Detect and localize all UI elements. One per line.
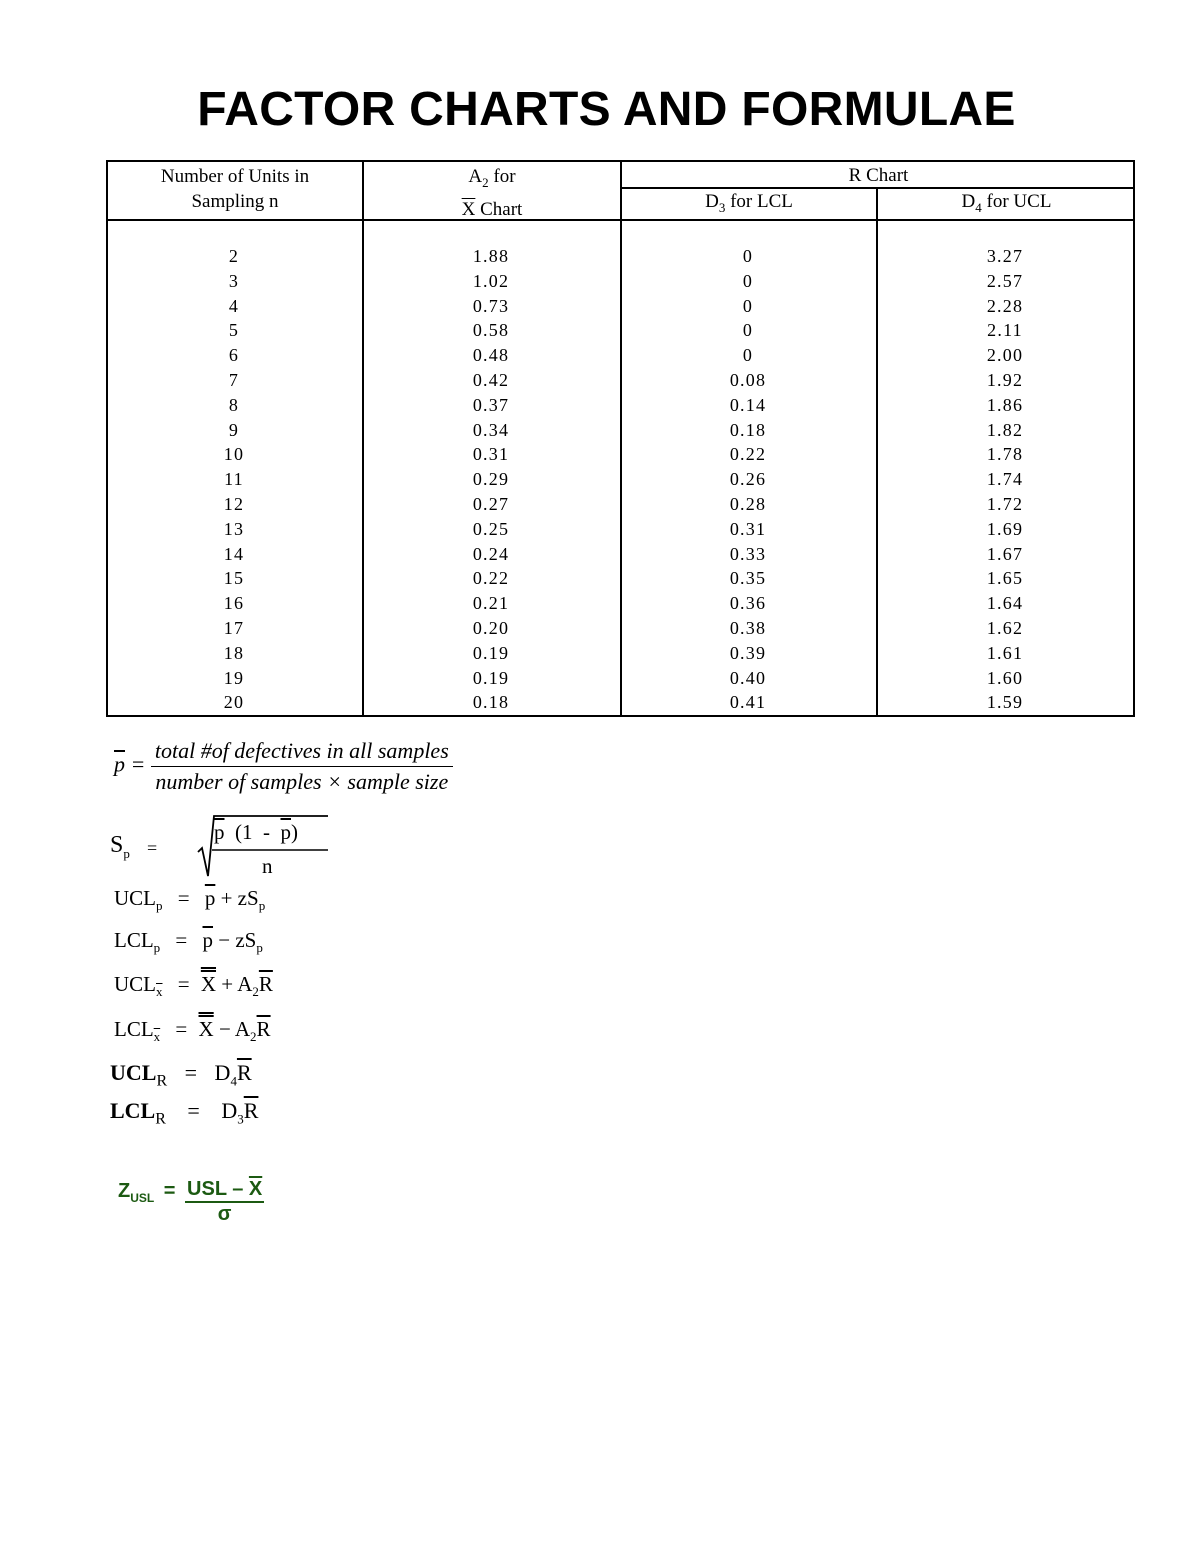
cell-a2: 0.37 — [472, 394, 510, 415]
cell-a2: 0.25 — [472, 518, 510, 539]
cell-d3: 0.36 — [729, 593, 767, 614]
header-sample-size-line2: Sampling n — [191, 191, 279, 212]
cell-n: 11 — [224, 469, 244, 490]
cell-a2: 0.73 — [472, 295, 510, 316]
uclp-p: $\overline{p}$ — [204, 886, 216, 910]
lclx-eq: = — [175, 1017, 188, 1041]
cell-n: 10 — [223, 444, 245, 465]
cell-a2: 0.19 — [472, 642, 510, 663]
zusl-xbar: $\overline{X}$ — [248, 1178, 263, 1200]
cell-d4: 1.65 — [986, 568, 1024, 589]
lclx-lhs: LCL — [114, 1017, 154, 1041]
header-sample-size-line1: Number of Units in — [160, 166, 310, 187]
uclp-op: + zS — [220, 886, 259, 910]
uclx-a-sub: 2 — [252, 984, 259, 1000]
cell-d3: 0.08 — [729, 369, 767, 390]
lclp-sub: p — [153, 940, 161, 956]
lclx-xbarbar: X — [198, 1017, 214, 1041]
cell-a2: 0.24 — [472, 543, 510, 564]
page-title: FACTOR CHARTS AND FORMULAE — [197, 83, 1016, 136]
uclr-sub: R — [156, 1072, 168, 1090]
cell-a2: 0.22 — [472, 568, 510, 589]
cell-d3: 0 — [742, 320, 754, 341]
formula-z-usl — [118, 1180, 264, 1226]
formula-sp-lhs — [110, 832, 130, 862]
lclr-d: D — [221, 1098, 238, 1123]
uclx-op: + A — [221, 972, 253, 996]
cell-d3: 0.41 — [729, 692, 767, 713]
lclr-lhs: LCL — [110, 1098, 156, 1123]
uclp-eq: = — [177, 886, 190, 910]
cell-a2: 0.29 — [472, 469, 510, 490]
header-d4-rest: for UCL — [981, 191, 1052, 212]
uclr-d: D — [214, 1060, 231, 1085]
uclx-rbar: $\overline{R}$ — [258, 972, 273, 996]
header-d3-rest: for LCL — [725, 191, 793, 212]
lclp-lhs: LCL — [114, 928, 154, 952]
column-d4 — [876, 244, 1134, 715]
cell-a2: 0.48 — [472, 345, 510, 366]
sp-sub: p — [123, 845, 130, 861]
cell-d4: 3.27 — [986, 246, 1024, 266]
cell-n: 6 — [228, 345, 240, 366]
cell-n: 4 — [228, 295, 240, 316]
uclr-d-sub: 4 — [230, 1073, 237, 1089]
pbar-eq: = — [130, 751, 146, 777]
cell-d3: 0.38 — [729, 617, 767, 638]
header-d4-sub: 4 — [975, 199, 982, 215]
cell-d4: 1.74 — [986, 469, 1024, 490]
cell-d3: 0.14 — [729, 394, 767, 415]
cell-d4: 1.72 — [986, 493, 1024, 514]
zusl-num: USL – — [187, 1178, 249, 1200]
cell-d4: 1.78 — [986, 444, 1024, 465]
lclr-eq: = — [187, 1098, 200, 1123]
cell-n: 8 — [228, 394, 240, 415]
header-a2-main: A — [468, 166, 483, 187]
cell-a2: 0.58 — [472, 320, 510, 341]
cell-d3: 0.22 — [729, 444, 767, 465]
cell-n: 16 — [223, 593, 245, 614]
sp-denominator: n — [262, 854, 273, 878]
lclr-rbar: $\overline{R}$ — [243, 1098, 259, 1123]
sp-numerator — [214, 820, 298, 845]
header-a2-for: for — [488, 166, 516, 187]
uclp-sub: p — [156, 898, 163, 914]
cell-n: 14 — [223, 543, 245, 564]
cell-a2: 0.34 — [472, 419, 510, 440]
header-d3-sub: 3 — [718, 199, 726, 215]
header-xbar: $\overline{X}$ — [461, 198, 476, 220]
formula-ucl-x — [114, 972, 273, 1000]
cell-n: 18 — [223, 642, 245, 663]
cell-d4: 1.62 — [986, 617, 1024, 638]
cell-d4: 1.92 — [986, 369, 1024, 390]
cell-a2: 0.21 — [472, 593, 510, 614]
sp-eq: = — [147, 838, 158, 858]
lclx-op: − A — [218, 1017, 251, 1041]
cell-a2: 0.20 — [472, 617, 510, 638]
cell-n: 15 — [223, 568, 245, 589]
lclp-op: − zS — [218, 928, 257, 952]
lclx-a-sub: 2 — [250, 1029, 257, 1045]
cell-d3: 0 — [742, 295, 754, 316]
header-d4-main: D — [961, 191, 976, 212]
header-d3-main: D — [705, 191, 719, 212]
cell-d4: 1.67 — [986, 543, 1024, 564]
cell-d3: 0 — [742, 345, 754, 366]
cell-d4: 2.11 — [987, 320, 1023, 341]
cell-a2: 0.31 — [472, 444, 510, 465]
uclr-lhs: UCL — [110, 1060, 157, 1085]
uclx-lhs: UCL — [114, 972, 156, 996]
header-d3 — [622, 189, 876, 220]
cell-n: 9 — [228, 419, 240, 440]
pbar-numerator: total #of defectives in all samples — [151, 738, 453, 767]
header-sample-size — [108, 164, 362, 214]
pbar-denominator: number of samples × sample size — [155, 769, 449, 794]
lclp-eq: = — [175, 928, 188, 952]
header-d4 — [878, 189, 1135, 220]
zusl-sub: USL — [130, 1191, 155, 1205]
header-chart: Chart — [475, 198, 523, 220]
cell-d4: 1.59 — [986, 692, 1024, 713]
cell-a2: 0.18 — [472, 692, 510, 713]
cell-d3: 0.40 — [729, 667, 767, 688]
cell-d4: 2.57 — [986, 270, 1024, 291]
sp-p2: $\overline{p}$ — [280, 820, 291, 844]
formula-pbar — [114, 738, 453, 795]
lclx-rbar: $\overline{R}$ — [256, 1017, 271, 1041]
cell-d3: 0.39 — [729, 642, 767, 663]
lclx-sub: x — [153, 1029, 161, 1045]
column-d3 — [620, 244, 876, 715]
cell-n: 19 — [223, 667, 245, 688]
cell-n: 12 — [223, 493, 245, 514]
cell-n: 20 — [223, 692, 245, 713]
cell-n: 13 — [223, 518, 245, 539]
uclp-tail-sub: p — [258, 898, 266, 914]
column-n — [106, 244, 362, 715]
uclx-sub: x — [156, 984, 163, 1000]
uclr-eq: = — [184, 1060, 198, 1085]
cell-a2: 0.19 — [472, 667, 510, 688]
cell-d4: 1.86 — [986, 394, 1024, 415]
lclr-sub: R — [155, 1110, 166, 1128]
cell-n: 2 — [228, 246, 240, 266]
cell-a2: 1.88 — [472, 246, 510, 266]
pbar-lhs: $\overline{p}$ — [114, 751, 125, 777]
sp-p1: $\overline{p}$ — [214, 820, 225, 844]
formula-lcl-p — [114, 928, 263, 956]
cell-d4: 1.60 — [986, 667, 1024, 688]
cell-d3: 0.35 — [729, 568, 767, 589]
cell-d3: 0.31 — [729, 518, 767, 539]
cell-n: 17 — [223, 617, 245, 638]
lclp-p: $\overline{p}$ — [202, 928, 214, 952]
cell-d4: 1.69 — [986, 518, 1024, 539]
formula-lcl-x — [114, 1017, 271, 1045]
header-a2-sub: 2 — [482, 174, 489, 190]
cell-d3: 0 — [742, 246, 754, 266]
cell-a2: 0.42 — [472, 369, 510, 390]
cell-d4: 1.82 — [986, 419, 1024, 440]
cell-d4: 1.64 — [986, 593, 1024, 614]
cell-d3: 0.33 — [729, 543, 767, 564]
uclx-xbarbar: X — [200, 972, 217, 996]
sp-s: S — [110, 832, 124, 858]
cell-n: 5 — [228, 320, 240, 341]
cell-n: 7 — [228, 369, 240, 390]
formula-ucl-r — [110, 1060, 252, 1090]
cell-d3: 0.28 — [729, 493, 767, 514]
zusl-sigma: σ — [217, 1203, 232, 1225]
lclp-tail-sub: p — [256, 940, 263, 956]
zusl-eq: = — [163, 1180, 176, 1202]
cell-a2: 0.27 — [472, 493, 510, 514]
column-a2 — [362, 244, 620, 715]
zusl-z: Z — [118, 1180, 131, 1202]
cell-d3: 0.26 — [729, 469, 767, 490]
cell-a2: 1.02 — [472, 270, 510, 291]
cell-d3: 0.18 — [729, 419, 767, 440]
lclr-d-sub: 3 — [237, 1111, 244, 1127]
formula-lcl-r — [110, 1098, 258, 1128]
cell-d4: 1.61 — [986, 642, 1024, 663]
header-r-chart: R Chart — [848, 165, 909, 186]
sp-mid: (1 - — [224, 820, 281, 844]
cell-d4: 2.00 — [986, 345, 1024, 366]
header-a2 — [364, 164, 620, 222]
uclr-rbar: $\overline{R}$ — [236, 1060, 252, 1085]
uclp-lhs: UCL — [114, 886, 156, 910]
cell-n: 3 — [228, 270, 240, 291]
cell-d3: 0 — [742, 270, 754, 291]
sp-close: ) — [291, 820, 298, 844]
uclx-eq: = — [177, 972, 190, 996]
cell-d4: 2.28 — [986, 295, 1024, 316]
formula-ucl-p — [114, 886, 265, 914]
